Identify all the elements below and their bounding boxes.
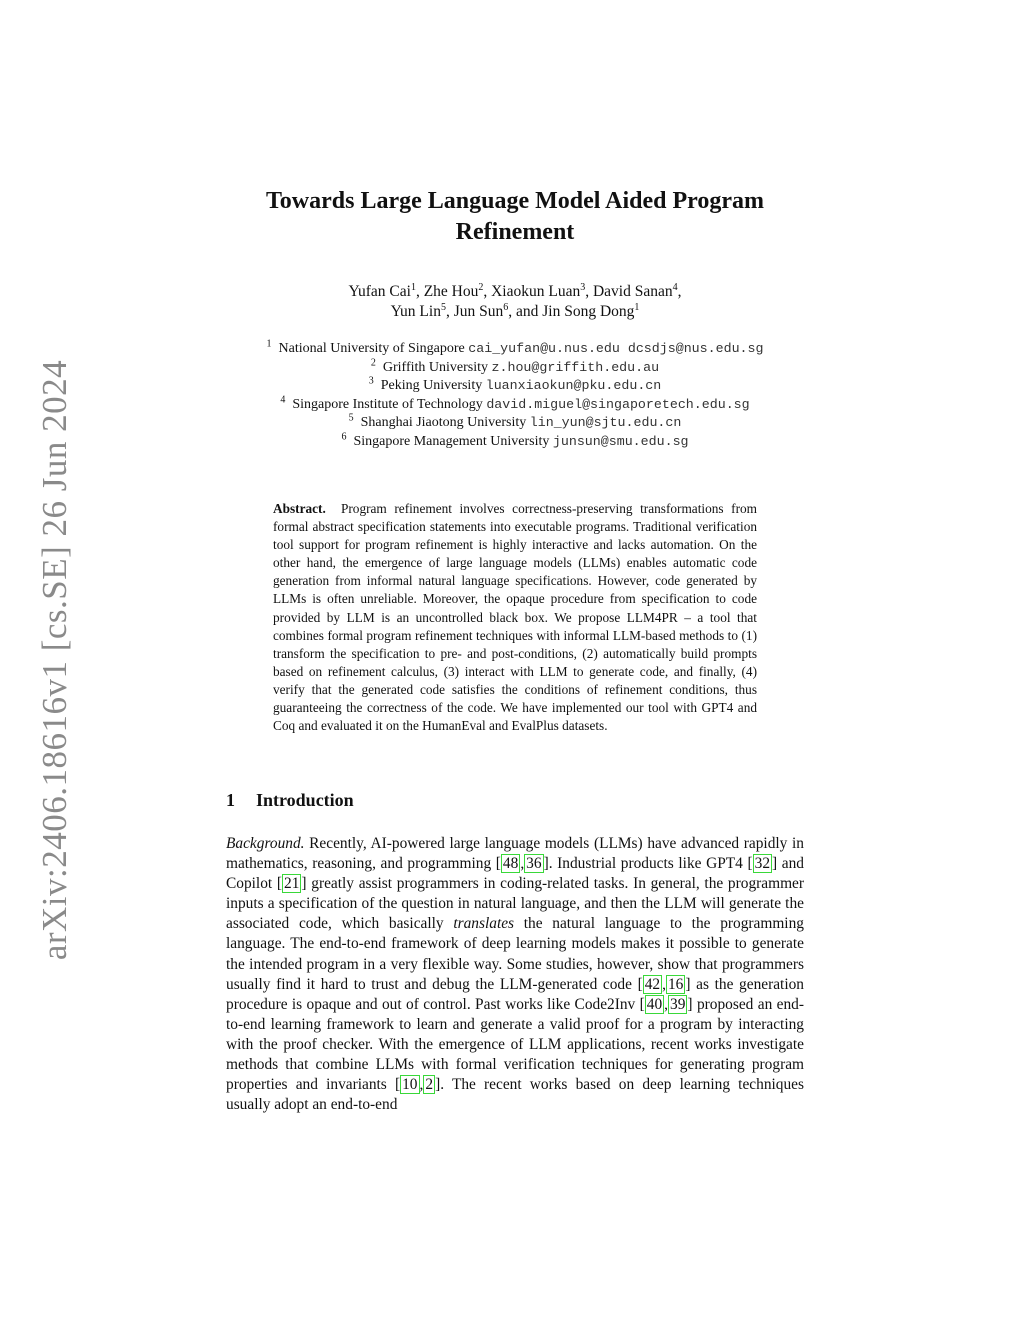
citation-group: [ 32 ] (747, 855, 778, 873)
author-affil-mark: 1 (410, 281, 416, 293)
arxiv-identifier-stamp (30, 359, 80, 961)
body-text-run: as the generation procedure is opaque and out of control. Past works like Code2Inv (226, 975, 804, 1013)
citation-group: [ 40 , 39 ] (639, 995, 693, 1013)
affiliation-email[interactable]: lin_yun@sjtu.edu.cn (529, 415, 682, 431)
citation-link[interactable]: 10 (402, 1076, 418, 1094)
affiliation-email[interactable]: luanxiaokun@pku.edu.cn (485, 378, 662, 394)
author-sep: , (585, 283, 593, 300)
author-name: Jin Song Dong (542, 303, 635, 320)
author-sep: , (415, 283, 424, 300)
author-name: Zhe Hou (423, 283, 479, 300)
citation-link[interactable]: 16 (667, 975, 684, 993)
affiliation-name: National University of Singapore (278, 341, 465, 356)
affiliation-email[interactable]: z.hou@griffith.edu.au (491, 359, 660, 375)
author-sep: , (445, 303, 454, 320)
author-name: Xiaokun Luan (491, 283, 581, 300)
affiliation-email[interactable]: cai_yufan@u.nus.edu dcsdjs@nus.edu.sg (468, 341, 764, 356)
author-line-1 (200, 282, 830, 302)
body-text-run: . The recent works based on deep learning techniques usually adopt an end-to-end (226, 1076, 804, 1114)
body-text-run: . Industrial products like GPT4 (548, 855, 748, 873)
affiliation-name: Griffith University (382, 359, 489, 375)
author-affil-mark: 3 (580, 281, 586, 293)
citation-link[interactable]: 2 (425, 1076, 434, 1094)
affiliation-number: 1 (266, 338, 272, 350)
citation-link[interactable]: 48 (502, 855, 519, 873)
citation-link[interactable]: 40 (646, 995, 663, 1013)
abstract (273, 500, 757, 735)
affiliation-row (150, 414, 880, 433)
title-line-2: Refinement (455, 219, 575, 245)
body-text-run: greatly assist programmers in coding-related tasks. In general, the programmer inputs a specification of the question in natural language, and then the LLM will generate the associated code, which basically (226, 875, 805, 933)
affiliation-number: 5 (348, 412, 354, 424)
author-affil-mark: 4 (672, 281, 678, 293)
citation-link[interactable]: 36 (526, 855, 542, 873)
introduction-paragraph (226, 834, 804, 1115)
arxiv-id-text: arXiv:2406.18616v1 [cs.SE] 26 Jun 2024 (35, 359, 75, 961)
author-affil-mark: 6 (503, 301, 509, 313)
affiliation-number: 2 (370, 356, 376, 368)
author-affil-mark: 5 (440, 301, 446, 313)
affiliation-email[interactable]: david.miguel@singaporetech.edu.sg (486, 396, 750, 412)
body-text-run: the natural language to the programming language. The end-to-end framework of deep learning models makes it possible to generate the intended program in a very flexible way. Some studies, however, show that programmers usually find it hard to trust and debug the LLM-generated code (226, 915, 804, 993)
body-text-run: Recently, AI-powered large language models (LLMs) have advanced rapidly in mathematics, reasoning, and programming (226, 835, 804, 873)
affiliation-name: Singapore Institute of Technology (292, 396, 483, 412)
author-name: David Sanan (592, 283, 673, 300)
citation-link[interactable]: 32 (754, 855, 771, 873)
section-title: Introduction (256, 790, 354, 810)
affiliation-name: Singapore Management University (353, 433, 550, 449)
affiliation-name: Shanghai Jiaotong University (360, 415, 527, 431)
affiliation-row (150, 356, 880, 378)
affiliation-number: 4 (280, 394, 286, 406)
author-line-2 (200, 302, 830, 322)
paper-title (200, 186, 830, 248)
affiliation-row (150, 433, 880, 452)
section-heading (226, 790, 354, 811)
citation-link[interactable]: 21 (284, 875, 300, 893)
author-list (200, 282, 830, 322)
citation-link[interactable]: 39 (670, 995, 686, 1013)
body-text-run: proposed an end-to-end learning framework to learn and generate a valid proof for a program by interacting with the proof checker. With the emergence of LLM applications, recent works investigate methods that combine LLMs with formal verification techniques for generating program properties and invariants (226, 995, 805, 1094)
author-name: Yufan Cai (348, 283, 411, 300)
affiliation-number: 3 (368, 375, 374, 387)
author-affil-mark: 1 (634, 301, 640, 313)
author-affil-mark: 2 (478, 281, 484, 293)
author-sep: , (677, 283, 682, 300)
citation-link[interactable]: 42 (644, 975, 661, 993)
abstract-label: Abstract. (273, 501, 326, 516)
affiliation-list (150, 340, 880, 452)
section-number: 1 (226, 790, 235, 810)
citation-group: [ 48 , 36 ] (495, 855, 549, 873)
title-line-1: Towards Large Language Model Aided Program (265, 188, 764, 214)
citation-group: [ 42 , 16 ] (637, 975, 691, 993)
body-text-run: and Copilot (226, 855, 804, 893)
emphasized-word: translates (453, 915, 515, 933)
author-sep: , (483, 283, 492, 300)
author-name: Jun Sun (453, 303, 504, 320)
affiliation-row (150, 377, 880, 396)
paragraph-lead: Background. (226, 835, 305, 852)
citation-group: [ 10 , 2 ] (394, 1076, 441, 1094)
citation-group: [ 21 ] (276, 875, 307, 893)
affiliation-email[interactable]: junsun@smu.edu.sg (552, 433, 689, 449)
author-name: Yun Lin (390, 303, 441, 320)
abstract-text: Program refinement involves correctness-preserving transformations from formal abstract specification statements into executable programs. Traditional verification tool support for program refinement is highly interactive and lacks automation. On the other hand, the emergence of large language models (LLMs) enables automatic code generation from informal natural language specifications. However, code generated by LLMs is often unreliable. Moreover, the opaque procedure from specification to code provided by LLM is an uncontrolled black box. We propose LLM4PR – a tool that combines formal program refinement techniques with informal LLM-based methods to (1) transform the specification to pre- and post-conditions, (2) automatically build prompts based on refinement calculus, (3) interact with LLM to generate code, and finally, (4) verify that the generated code satisfies the conditions of refinement conditions, thus guaranteeing the correctness of the code. We have implemented our tool with GPT4 and Coq and evaluated it on the HumanEval and EvalPlus datasets. (273, 501, 757, 734)
affiliation-number: 6 (341, 431, 347, 443)
author-sep-and: , and (508, 303, 543, 320)
affiliation-row (150, 340, 880, 359)
affiliation-row (150, 396, 880, 415)
affiliation-name: Peking University (380, 378, 483, 394)
